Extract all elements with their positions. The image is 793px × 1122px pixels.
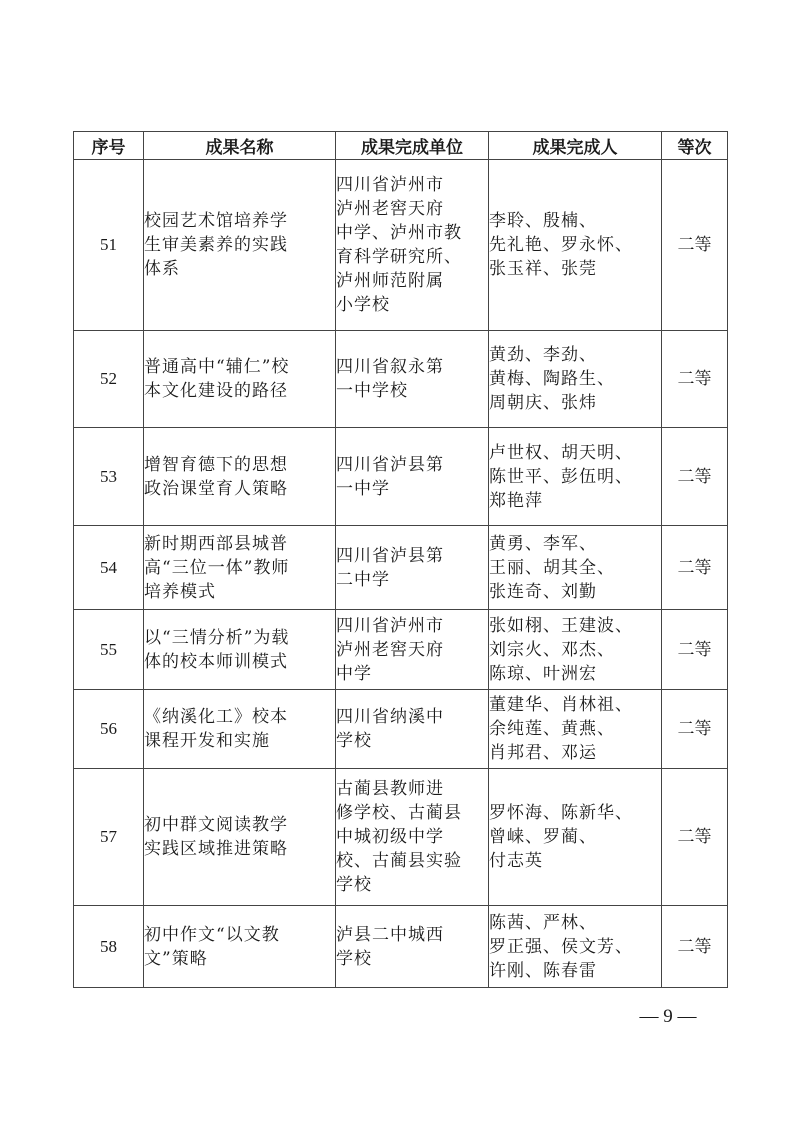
completers: 张如栩、王建波、 刘宗火、邓杰、 陈琼、叶洲宏: [489, 610, 662, 690]
completers: 陈茜、严林、 罗正强、侯文芳、 许刚、陈春雷: [489, 906, 662, 988]
completers: 卢世权、胡天明、 陈世平、彭伍明、 郑艳萍: [489, 428, 662, 526]
achievement-name: 初中作文“以文教 文”策略: [144, 906, 336, 988]
row-number: 52: [74, 331, 144, 428]
completing-unit: 古蔺县教师进 修学校、古蔺县 中城初级中学 校、古蔺县实验 学校: [336, 769, 489, 906]
achievement-name: 新时期西部县城普 高“三位一体”教师 培养模式: [144, 526, 336, 610]
table-header-row: [74, 132, 728, 160]
header-achievement-name: 成果名称: [144, 132, 336, 160]
completing-unit: 四川省叙永第 一中学校: [336, 331, 489, 428]
row-number: 54: [74, 526, 144, 610]
achievement-name: 增智育德下的思想 政治课堂育人策略: [144, 428, 336, 526]
completers: 黄勇、李军、 王丽、胡其全、 张连奇、刘勤: [489, 526, 662, 610]
header-grade: 等次: [662, 132, 728, 160]
achievement-name: 普通高中“辅仁”校 本文化建设的路径: [144, 331, 336, 428]
table-row: [74, 331, 728, 428]
completers: 董建华、肖林祖、 余纯莲、黄燕、 肖邦君、邓运: [489, 690, 662, 769]
grade: 二等: [662, 610, 728, 690]
table-row: [74, 526, 728, 610]
table-row: [74, 610, 728, 690]
achievement-name: 以“三情分析”为载 体的校本师训模式: [144, 610, 336, 690]
table-row: [74, 690, 728, 769]
completing-unit: 四川省泸州市 泸州老窖天府 中学: [336, 610, 489, 690]
grade: 二等: [662, 331, 728, 428]
table-row: [74, 160, 728, 331]
completers: 黄劲、李劲、 黄梅、陶路生、 周朝庆、张炜: [489, 331, 662, 428]
header-completing-unit: 成果完成单位: [336, 132, 489, 160]
completing-unit: 四川省泸州市 泸州老窖天府 中学、泸州市教 育科学研究所、 泸州师范附属 小学校: [336, 160, 489, 331]
grade: 二等: [662, 526, 728, 610]
grade: 二等: [662, 160, 728, 331]
achievement-name: 校园艺术馆培养学 生审美素养的实践 体系: [144, 160, 336, 331]
row-number: 53: [74, 428, 144, 526]
completers: 李聆、殷楠、 先礼艳、罗永怀、 张玉祥、张莞: [489, 160, 662, 331]
awards-table: [73, 131, 728, 988]
row-number: 56: [74, 690, 144, 769]
grade: 二等: [662, 769, 728, 906]
achievement-name: 初中群文阅读教学 实践区域推进策略: [144, 769, 336, 906]
row-number: 51: [74, 160, 144, 331]
completing-unit: 四川省纳溪中 学校: [336, 690, 489, 769]
row-number: 57: [74, 769, 144, 906]
table-row: [74, 769, 728, 906]
page-number: — 9 —: [639, 1006, 697, 1027]
completing-unit: 泸县二中城西 学校: [336, 906, 489, 988]
row-number: 58: [74, 906, 144, 988]
row-number: 55: [74, 610, 144, 690]
completing-unit: 四川省泸县第 二中学: [336, 526, 489, 610]
completers: 罗怀海、陈新华、 曾崃、罗蔺、 付志英: [489, 769, 662, 906]
table-row: [74, 906, 728, 988]
table-row: [74, 428, 728, 526]
completing-unit: 四川省泸县第 一中学: [336, 428, 489, 526]
grade: 二等: [662, 428, 728, 526]
header-completers: 成果完成人: [489, 132, 662, 160]
grade: 二等: [662, 906, 728, 988]
header-serial-number: 序号: [74, 132, 144, 160]
achievement-name: 《纳溪化工》校本 课程开发和实施: [144, 690, 336, 769]
grade: 二等: [662, 690, 728, 769]
